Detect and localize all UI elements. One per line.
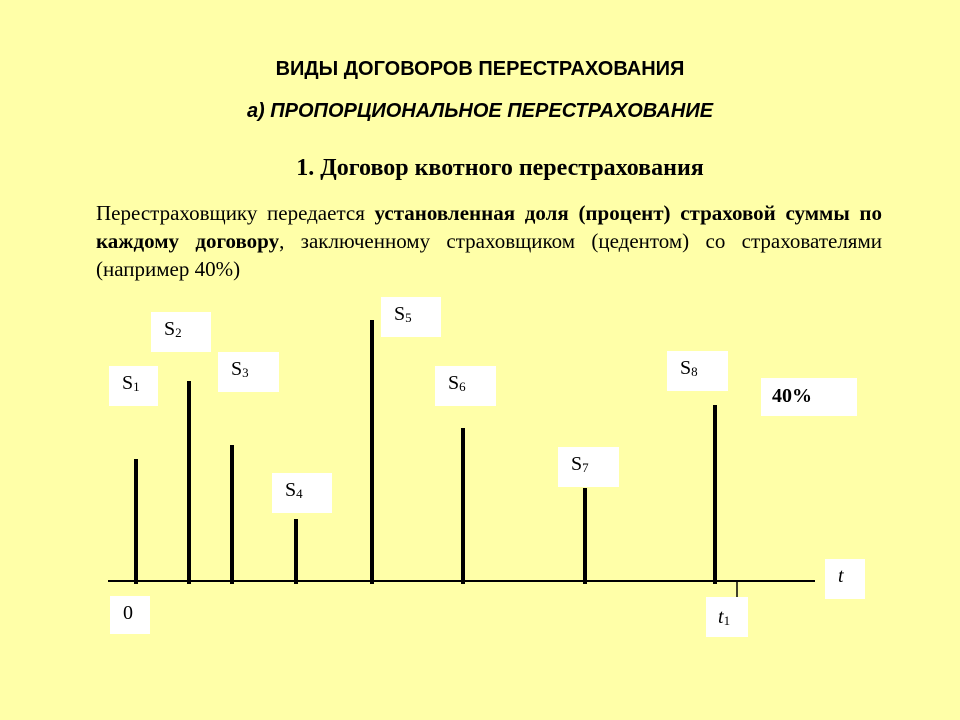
sum-label-4: $S_4$	[272, 473, 332, 513]
quota-percent-label: 40%	[761, 378, 857, 416]
sum-label-8: $S_8$	[667, 351, 728, 391]
sum-label-2: $S_2$	[151, 312, 211, 352]
sum-label-3: $S_3$	[218, 352, 279, 392]
paragraph-text-2: , заключенному страховщиком (цедентом) со страхователями (например 40%)	[96, 229, 882, 281]
section-heading: 1. Договор квотного перестрахования	[296, 155, 704, 181]
sum-label-5: $S_5$	[381, 297, 441, 337]
slide-subtitle: а) ПРОПОРЦИОНАЛЬНОЕ ПЕРЕСТРАХОВАНИЕ	[246, 100, 714, 122]
sum-label-1: $S_1$	[109, 366, 158, 406]
sum-label-7: $S_7$	[558, 447, 619, 487]
origin-label: 0	[110, 596, 150, 634]
time-axis-label: t	[825, 559, 865, 599]
sum-label-6: $S_6$	[435, 366, 496, 406]
t1-label: $t_1$	[706, 597, 748, 637]
slide-title: ВИДЫ ДОГОВОРОВ ПЕРЕСТРАХОВАНИЯ	[275, 58, 685, 80]
paragraph-text-1: Перестраховщику передается	[96, 201, 375, 225]
paragraph-bold-text: установленная доля (процент) страховой суммы по каждому договору	[96, 201, 882, 253]
